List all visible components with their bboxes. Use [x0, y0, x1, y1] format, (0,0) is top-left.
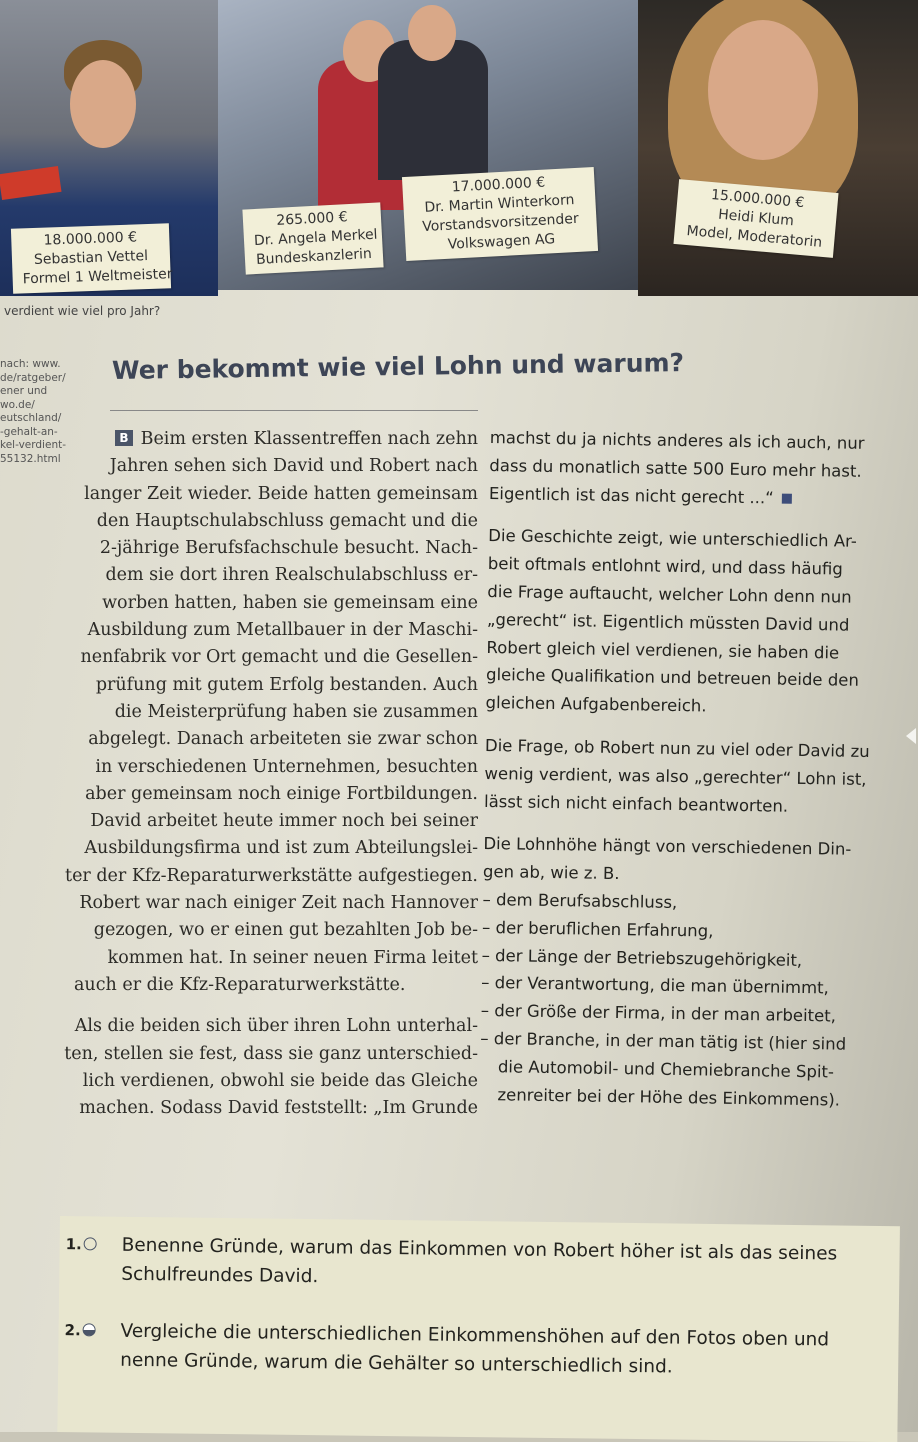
- text-line: gleiche Qualifikation und betreuen beide den: [485, 665, 860, 691]
- caption-role: Model, Moderatorin: [685, 223, 823, 251]
- text-line: die Frage auftaucht, welcher Lohn denn nun: [487, 581, 852, 607]
- text-line: B Beim ersten Klassentreffen nach zehn: [60, 426, 478, 453]
- list-item: zenreiter bei der Höhe des Einkommens).: [497, 1084, 841, 1110]
- text-line: abgelegt. Danach arbeiteten sie zwar schon: [88, 729, 478, 750]
- caption-vettel: [11, 223, 171, 293]
- list-item: – dem Berufsabschluss,: [482, 889, 678, 912]
- difficulty-half-circle-icon: [83, 1323, 96, 1336]
- text-line: Die Geschichte zeigt, wie unterschiedlich Ar-: [488, 526, 857, 552]
- page-arrow-icon: [906, 728, 916, 744]
- text-line: die Meisterprüfung haben sie zusammen: [114, 701, 478, 722]
- caption-amount: 17.000.000 €: [451, 174, 546, 196]
- caption-klum: [673, 179, 838, 258]
- text-line: gleichen Aufgabenbereich.: [485, 693, 707, 716]
- text-line: wenig verdient, was also „gerechter“ Lohn ist,: [484, 763, 867, 789]
- caption-role: Vorstandsvorsitzender: [421, 210, 580, 236]
- task-text: Vergleiche die unterschiedlichen Einkommenshöhen auf den Fotos oben und: [120, 1320, 830, 1351]
- list-item: – der Größe der Firma, in der man arbeitet,: [480, 1001, 837, 1026]
- caption-name: Sebastian Vettel: [33, 248, 149, 268]
- text-line: ten, stellen sie fest, dass sie ganz unterschied-: [64, 1043, 478, 1064]
- text-line: in verschiedenen Unternehmen, besuchten: [95, 756, 478, 777]
- sponsor-logo: [0, 166, 62, 200]
- source-line: ener und: [0, 385, 48, 397]
- text-line: machst du ja nichts anderes als ich auch, nur: [489, 427, 865, 453]
- text-line: Ausbildung zum Metallbauer in der Maschi-: [87, 620, 478, 641]
- text-line: Als die beiden sich über ihren Lohn unterhal-: [74, 1016, 478, 1037]
- caption-winterkorn: [402, 167, 598, 261]
- text-line: Jahren sehen sich David und Robert nach: [109, 456, 478, 477]
- task-text: Benenne Gründe, warum das Einkommen von Robert höher ist als das seines: [121, 1234, 838, 1265]
- face-shape: [708, 20, 818, 160]
- text-line: Die Lohnhöhe hängt von verschiedenen Din-: [483, 834, 852, 860]
- text-line: kommen hat. In seiner neuen Firma leitet: [107, 947, 478, 968]
- caption-amount: 15.000.000 €: [710, 187, 805, 212]
- photo-strip: [0, 0, 918, 298]
- list-item: – der Verantwortung, die man übernimmt,: [481, 973, 830, 998]
- source-line: de/ratgeber/: [0, 371, 66, 384]
- text-line: beit oftmals entlohnt wird, und dass häufig: [487, 554, 844, 579]
- caption-role-2: Volkswagen AG: [447, 231, 556, 253]
- source-line: 55132.html: [0, 452, 61, 465]
- task-2: [64, 1316, 829, 1383]
- text-line: machen. Sodass David feststellt: „Im Grunde: [79, 1098, 478, 1119]
- text-line: David arbeitet heute immer noch bei seiner: [90, 811, 478, 832]
- text-line: lässt sich nicht einfach beantworten.: [483, 791, 789, 816]
- source-line: -gehalt-an-: [0, 425, 58, 438]
- caption-name: Heidi Klum: [717, 206, 795, 230]
- caption-amount: 18.000.000 €: [43, 229, 138, 249]
- task-number: 2.: [64, 1321, 81, 1340]
- caption-merkel: [242, 202, 383, 274]
- list-item: – der Länge der Betriebszugehörigkeit,: [481, 945, 803, 970]
- text-line: Eigentlich ist das nicht gerecht ...“: [489, 480, 899, 514]
- story-text-right: [479, 424, 900, 1115]
- task-box: [57, 1216, 900, 1442]
- text-line: gen ab, wie z. B.: [482, 862, 620, 884]
- text-line: nenfabrik vor Ort gemacht und die Gesellen-: [80, 647, 478, 668]
- list-item: die Automobil- und Chemiebranche Spit-: [497, 1056, 835, 1082]
- section-badge: B: [115, 430, 132, 446]
- list-item: – der Branche, in der man tätig ist (hier sind: [480, 1028, 847, 1054]
- face-shape: [70, 60, 136, 148]
- text-line: ter der Kfz-Reparaturwerkstätte aufgestiegen.: [65, 865, 478, 886]
- text-line: Die Frage, ob Robert nun zu viel oder David zu: [484, 735, 870, 761]
- task-text: Schulfreundes David.: [121, 1263, 319, 1288]
- caption-amount: 265.000 €: [275, 209, 348, 229]
- source-line: kel-verdient-: [0, 439, 66, 451]
- task-number: 1.: [65, 1235, 82, 1254]
- text-line: worben hatten, haben sie gemeinsam eine: [102, 592, 478, 613]
- text-line: auch er die Kfz-Reparaturwerkstätte.: [74, 974, 406, 995]
- list-item: – der beruflichen Erfahrung,: [481, 917, 714, 941]
- text-line: 2-jährige Berufsfachschule besucht. Nach-: [99, 538, 478, 559]
- text-line: Robert war nach einiger Zeit nach Hannover: [79, 893, 478, 914]
- factor-list: [479, 886, 892, 1115]
- face-shape: [408, 5, 456, 61]
- source-line: nach: www.: [0, 358, 61, 370]
- dark-suit: [378, 40, 488, 180]
- task-text: nenne Gründe, warum die Gehälter so unterschiedlich sind.: [120, 1349, 673, 1378]
- end-square-icon: [782, 493, 792, 503]
- caption-role: Formel 1 Weltmeister: [22, 266, 173, 288]
- text-line: aber gemeinsam noch einige Fortbildungen.: [85, 783, 478, 804]
- caption-role: Bundeskanzlerin: [255, 245, 373, 268]
- text-line: langer Zeit wieder. Beide hatten gemeinsam: [84, 483, 478, 504]
- text-line: lich verdienen, obwohl sie beide das Gleiche: [82, 1070, 478, 1091]
- text-line: „gerecht“ ist. Eigentlich müssten David und: [486, 609, 850, 635]
- source-line: wo.de/: [0, 398, 35, 411]
- divider: [110, 410, 478, 411]
- caption-name: Dr. Angela Merkel: [253, 226, 378, 250]
- task-1: [65, 1230, 837, 1297]
- text-line: prüfung mit gutem Erfolg bestanden. Auch: [95, 674, 478, 695]
- page-title: Wer bekommt wie viel Lohn und warum?: [111, 348, 685, 385]
- text-line: dem sie dort ihren Realschulabschluss er-: [105, 565, 478, 586]
- text-line: den Hauptschulabschluss gemacht und die: [96, 510, 478, 531]
- text-line: dass du monatlich satte 500 Euro mehr hast.: [489, 455, 862, 481]
- text-line: Robert gleich viel verdienen, sie haben die: [486, 637, 840, 663]
- source-line: eutschland/: [0, 412, 62, 424]
- text-line: gezogen, wo er einen gut bezahlten Job be-: [93, 920, 478, 941]
- difficulty-circle-icon: [84, 1237, 97, 1250]
- story-text-left: [60, 426, 478, 1122]
- photo-question: verdient wie viel pro Jahr?: [4, 304, 161, 318]
- caption-name: Dr. Martin Winterkorn: [424, 192, 575, 216]
- text-line: Ausbildungsfirma und ist zum Abteilungslei-: [84, 838, 478, 859]
